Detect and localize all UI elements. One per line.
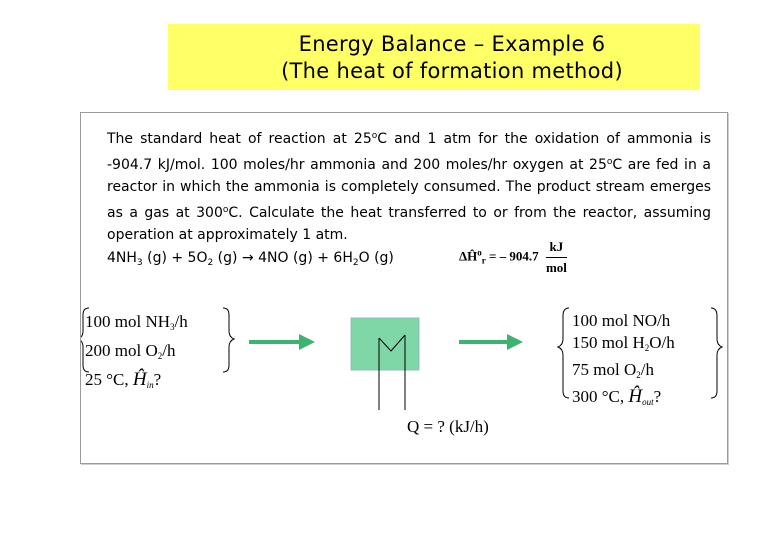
unit-denominator: mol: [545, 260, 567, 275]
outlet-left-brace: [558, 308, 569, 398]
outlet-text: 75 mol O: [572, 360, 637, 379]
title-line-1: Energy Balance – Example 6: [298, 32, 606, 56]
outlet-text: O/h: [649, 333, 675, 352]
inlet-text: 100 mol NH: [85, 312, 170, 331]
outlet-line-2: [572, 332, 675, 359]
reaction-part: 4NH: [107, 250, 137, 266]
problem-text-3: C are fed in a reactor in which the ammonia is completely consumed. The product stream emerges as a gas at 300: [107, 156, 711, 221]
problem-frame: [80, 112, 728, 464]
outlet-sub: 2: [636, 370, 641, 380]
inlet-sub: 2: [157, 351, 163, 361]
inlet-arrow-icon: [299, 334, 315, 350]
problem-text-4: C. Calculate the heat transferred to or from the reactor, assuming operation at approximately 1 atm.: [107, 204, 711, 244]
inlet-text: ?: [153, 370, 162, 389]
title-banner: [168, 24, 700, 90]
delta-h-value: = – 904.7: [485, 248, 539, 264]
degree-sup-2: o: [606, 156, 613, 167]
reaction-sub: 2: [207, 258, 214, 268]
delta-h-sub: r: [481, 255, 486, 266]
outlet-text: 300 °C,: [572, 387, 629, 406]
outlet-sub: out: [642, 397, 654, 407]
reaction-part: 4NO (g) + 6H: [253, 250, 353, 266]
inlet-text: /h: [174, 312, 188, 331]
title-line-2: (The heat of formation method): [281, 59, 623, 83]
inlet-line-2: [85, 339, 188, 368]
reaction-sub: 3: [136, 258, 143, 268]
inlet-sub: in: [146, 380, 154, 390]
reaction-part: O (g): [358, 250, 394, 266]
inlet-text: 200 mol O: [85, 341, 158, 360]
enthalpy-in-symbol: Ĥ: [132, 369, 147, 390]
inlet-line-3: [85, 368, 188, 397]
problem-text-1: The standard heat of reaction at 25: [107, 131, 372, 147]
outlet-text: /h: [640, 360, 654, 379]
degree-sup-3: o: [222, 204, 229, 215]
outlet-right-brace: [711, 308, 722, 398]
outlet-stream-label: [572, 310, 675, 413]
inlet-right-brace: [223, 308, 234, 372]
outlet-line-4: [572, 386, 675, 413]
inlet-sub: 3: [170, 322, 175, 332]
outlet-line-3: [572, 359, 675, 386]
degree-sup-1: o: [371, 131, 378, 141]
inlet-text: /h: [162, 341, 176, 360]
reaction-sub: 2: [352, 258, 359, 268]
outlet-arrow-icon: [507, 334, 523, 350]
outlet-sub: 2: [644, 343, 650, 353]
reaction-part: (g) + 5O: [142, 250, 208, 266]
heat-transfer-label: Q = ? (kJ/h): [407, 417, 489, 436]
reaction-part: (g): [213, 250, 242, 266]
enthalpy-out-symbol: Ĥ: [628, 386, 643, 407]
reaction-arrow-icon: →: [241, 250, 254, 266]
delta-h-sup: o: [477, 247, 482, 258]
inlet-stream-label: [85, 310, 188, 397]
outlet-line-1: 100 mol NO/h: [572, 311, 671, 330]
inlet-text: 25 °C,: [85, 370, 133, 389]
unit-numerator: kJ: [546, 239, 567, 258]
problem-text-2: C and 1 atm for the oxidation of ammonia is -904.7 kJ/mol. 100 moles/hr ammonia and 200 moles/hr oxygen at 25: [107, 131, 711, 173]
inlet-line-1: [85, 310, 188, 339]
outlet-text: ?: [653, 387, 662, 406]
delta-h-symbol: ΔĤ: [459, 248, 478, 264]
outlet-text: 150 mol H: [572, 333, 645, 352]
